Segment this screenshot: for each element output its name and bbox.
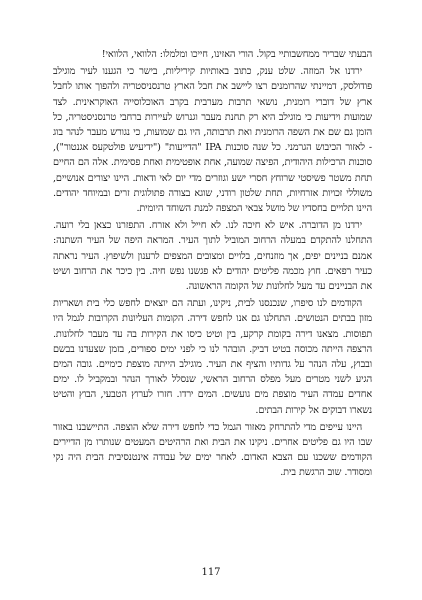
paragraph: היינו עייפים מדי להתרחק מאזור הגמל כדי לחפש דירה שלא הוצפה. התיישבנו באזור שבו היו גם פליטים אחרים. ניקינו את הבית ואת הרהיטים המעטים שנותרו מן הדיירים הקודמים ששכנו עם הצבא האדום. לאחר ימים של עבודה אינטנסיבית הבית היה נקי ומסודר. שוב הרגשת בית. (53, 421, 372, 479)
paragraph: ירדנו אל המוזה. שלט ענק, כתוב באותיות קיריליות, בישר כי הגענו לעיר מוגילב פודולסק, דמיינתי שהרומנים רצו ליישב את חבל הארץ טרנסניסטריה ולהפוך אותו לחבל ארץ של דוברי רומנית, נושאי תרבות מערבית בקרב האוכלוסייה האוקראינית. לצד שמועות וידיעות כי מוגילב היא רק תחנת מעבר וגנרוש לעיירות ברחבי טרנסניסטריה, כל הזמן גם שם את השפה הרומנית ואת תרבותה, היו גם שמועות, כי נגורש מעבר לנהר בוג - לאזור הכיבוש הגרמני. כל שנה סוכנות IPA "הדייעות" ("ידיעיש פולטקעס אגנטור"), סוכנות הרכילות היהודית, הפיצה שמועה, אחת אופטימית ואחת פסימית. אלה הם החיים תחת משטר פשיסטי שרוחץ חסרי ישע וגוזרים מדי יום לאי ודאות. היינו יצורים אנושיים, משוללי זכויות אזרחיות, תחת שלטון רודני, שוגא בצורה פתולוגית זרים ובמיוחד יהודים. היינו תלויים בחסדיו של מושל צבאי המצפה למנת השוחד היומית. (53, 66, 372, 215)
page-number: 117 (201, 567, 221, 578)
body-text (53, 47, 372, 481)
paragraph: הקודמים לנו סיפרו, שנכנסנו לבית, ניקינו, ועתה הם יוצאים לחפש כלי בית ושאריות מזון בבתים הנטושים. התחלנו גם אנו לחפש דירה. הקומות העליונות הקרובות לגמל היו תפוסות. מצאנו דירה בקומת קרקע, בין וטיט כיסו את הקירות בה עד מעבר לחלונות. הרצפה הייתה מכוסה בטיט דביק. הובהר לנו כי לפני ימים ספורים, בזמן שצעדנו בבשם ובבוץ, עלה הנהר על גדותיו והציף את העיר. מוגילב הייתה מוצפת כימיים. גובה המים הגיע לשני מטרים מעל מפלס הרחוב הראשי, שנסלל לאורך הנהר ובמקביל לו. ימים אחדים עמדה העיר מוצפת מים גועשים. המים ירדו. חזרו לערוץ הטבעי, הבוץ והטיט נשארו דבוקים אל קירות הבתים. (53, 298, 372, 416)
paragraph: הבעתי שבריר ממחשבותיי בקול. הורי האזינו, חייכו ומלמלו: הלוואי, הלוואי! (101, 49, 372, 60)
paragraph: ירדנו מן הדוברה. איש לא חיכה לנו. לא חייל ולא אזרח. התפזרנו כצאן בלי רועה. התחלנו להתקדם במעלה הרחוב המוביל לתוך העיר. המראה היפה של העיר השתנה: אמנם בניינים יפים, אך מוזנחים, בלויים ומצובים המצפים לרענון ולשיפוץ. העיר נראתה כעיר רפאים. חוץ מכמה פליטים יהודים לא פגשנו נפש חיה. בין כיכר את הרחוב ושיט את הבניינים עד מעל לחלונות של הקומה הראשונה. (53, 220, 372, 293)
